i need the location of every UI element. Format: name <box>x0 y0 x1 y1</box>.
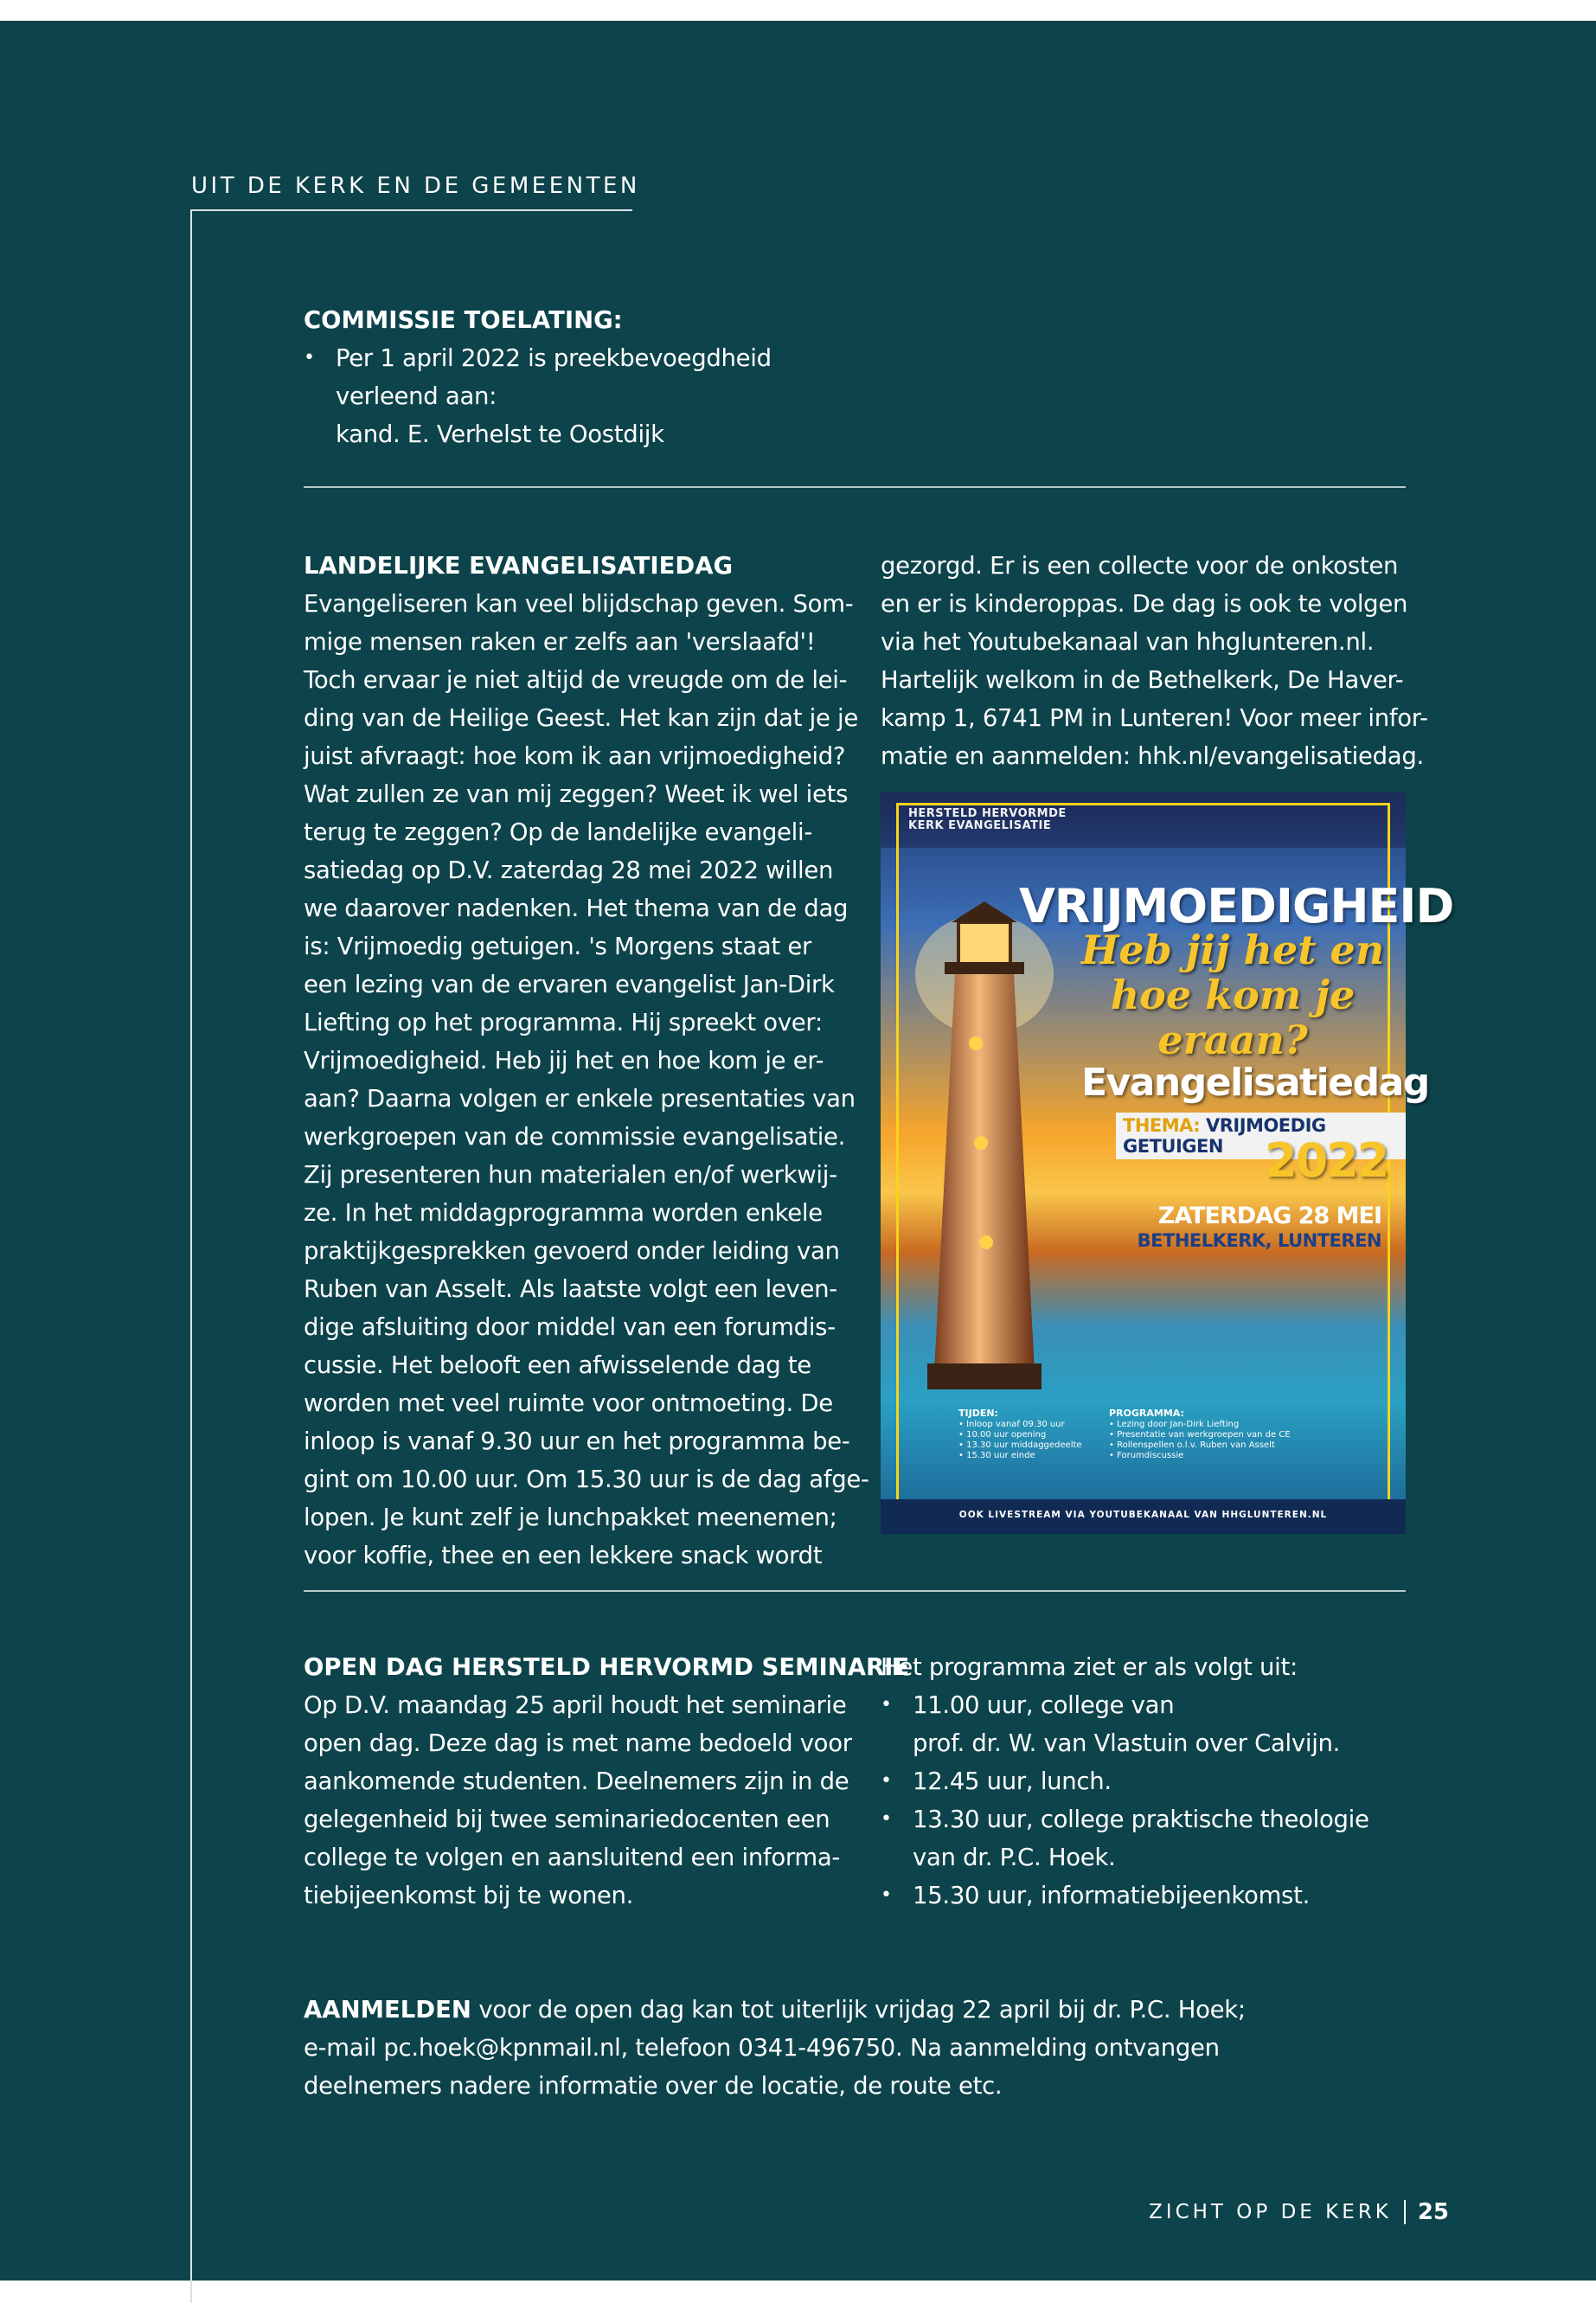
poster-org: HERSTELD HERVORMDE KERK EVANGELISATIE <box>908 807 1067 832</box>
section-label: UIT DE KERK EN DE GEMEENTEN <box>191 173 640 199</box>
evangelisatiedag-poster <box>881 792 1454 1534</box>
body-line: Ruben van Asselt. Als laatste volgt een leven- <box>304 1275 837 1303</box>
body-line: tiebijeenkomst bij te wonen. <box>304 1882 634 1909</box>
seminarie-heading: OPEN DAG HERSTELD HERVORMD SEMINARIE <box>304 1653 910 1681</box>
body-line: Toch ervaar je niet altijd de vreugde om de lei- <box>304 666 848 694</box>
bullet-icon: • <box>881 1770 892 1792</box>
seminarie-body <box>304 1686 857 1915</box>
body-line: we daarover nadenken. Het thema van de dag <box>304 895 849 922</box>
evangelisatie-col-2 <box>881 547 1428 775</box>
divider-1 <box>304 486 1406 488</box>
evangelisatie-body-2 <box>881 547 1428 775</box>
body-line: praktijkgesprekken gevoerd onder leiding van <box>304 1237 840 1265</box>
seminarie-col-1 <box>304 1648 910 1915</box>
body-line: voor koffie, thee en een lekkere snack wordt <box>304 1542 823 1569</box>
body-line: Vrijmoedigheid. Heb jij het en hoe kom je er- <box>304 1047 824 1075</box>
body-line: ding van de Heilige Geest. Het kan zijn dat je je <box>304 704 858 732</box>
program-item-line: 13.30 uur, college praktische theologie <box>913 1806 1369 1833</box>
poster-year: 2022 <box>1265 1133 1388 1188</box>
body-line: gint om 10.00 uur. Om 15.30 uur is de dag afge- <box>304 1466 869 1493</box>
commissie-list <box>304 339 909 453</box>
body-line: dige afsluiting door middel van een forumdis- <box>304 1313 836 1341</box>
poster-times: TIJDEN: • Inloop vanaf 09.30 uur • 10.00 uur opening • 13.30 uur middaggedeelte • 15.30 uur einde <box>958 1408 1082 1460</box>
body-line: werkgroepen van de commissie evangelisatie. <box>304 1123 846 1151</box>
evangelisatie-col-1 <box>304 547 869 1575</box>
poster-date: ZATERDAG 28 MEI <box>1157 1203 1381 1229</box>
body-line: open dag. Deze dag is met name bedoeld voor <box>304 1729 852 1757</box>
bullet-icon: • <box>881 1808 892 1830</box>
body-line: is: Vrijmoedig getuigen. 's Morgens staat er <box>304 933 811 960</box>
body-line: cussie. Het belooft een afwisselende dag te <box>304 1351 811 1379</box>
commissie-heading: COMMISSIE TOELATING: <box>304 306 623 334</box>
program-item-line: 12.45 uur, lunch. <box>913 1767 1112 1795</box>
bullet-icon: • <box>881 1694 892 1716</box>
poster-venue: BETHELKERK, LUNTEREN <box>1137 1230 1381 1251</box>
commissie-item <box>304 339 909 453</box>
bullet-icon: • <box>304 347 315 369</box>
body-line: satiedag op D.V. zaterdag 28 mei 2022 willen <box>304 856 834 884</box>
poster-theme: THEMA: VRIJMOEDIG GETUIGEN <box>1116 1113 1406 1159</box>
body-line: ze. In het middagprogramma worden enkele <box>304 1199 823 1227</box>
aanmelden-section <box>304 1991 1428 2105</box>
poster-footer: OOK LIVESTREAM VIA YOUTUBEKANAAL VAN HHGLUNTEREN.NL <box>881 1499 1406 1534</box>
evangelisatie-body-1 <box>304 585 869 1575</box>
body-line: juist afvraagt: hoe kom ik aan vrijmoedigheid? <box>304 742 846 770</box>
program-item-line: van dr. P.C. Hoek. <box>913 1844 1116 1871</box>
page-footer <box>1149 2199 1449 2225</box>
body-line: Zij presenteren hun materialen en/of werkwij- <box>304 1161 837 1189</box>
lighthouse-illustration <box>907 905 1071 1389</box>
section-label-rule <box>191 209 632 211</box>
footer-separator <box>1404 2200 1406 2224</box>
seminarie-program-intro: Het programma ziet er als volgt uit: <box>881 1653 1298 1681</box>
aanmelden-line-3: deelnemers nadere informatie over de locatie, de route etc. <box>304 2072 1003 2100</box>
page-number: 25 <box>1417 2199 1449 2225</box>
program-item <box>881 1762 1417 1800</box>
body-line: lopen. Je kunt zelf je lunchpakket meenemen; <box>304 1504 837 1531</box>
body-line: worden met veel ruimte voor ontmoeting. De <box>304 1389 833 1417</box>
seminarie-program-list <box>881 1686 1417 1915</box>
seminarie-col-2 <box>881 1648 1417 1915</box>
aanmelden-lead: AANMELDEN <box>304 1996 471 2024</box>
body-line: Evangeliseren kan veel blijdschap geven. Som- <box>304 590 854 618</box>
program-item-line: 11.00 uur, college van <box>913 1691 1175 1719</box>
program-item <box>881 1876 1417 1915</box>
poster-title: VRIJMOEDIGHEID <box>1019 879 1454 933</box>
body-line: kamp 1, 6741 PM in Lunteren! Voor meer infor- <box>881 704 1428 732</box>
aanmelden-line-2: e-mail pc.hoek@kpnmail.nl, telefoon 0341-496750. Na aanmelding ontvangen <box>304 2034 1220 2062</box>
commissie-section <box>304 301 909 453</box>
body-line: aankomende studenten. Deelnemers zijn in de <box>304 1767 849 1795</box>
body-line: Op D.V. maandag 25 april houdt het seminarie <box>304 1691 847 1719</box>
bullet-icon: • <box>881 1884 892 1906</box>
commissie-item-line: kand. E. Verhelst te Oostdijk <box>336 420 664 448</box>
magazine-name: ZICHT OP DE KERK <box>1149 2201 1392 2223</box>
body-line: via het Youtubekanaal van hhglunteren.nl. <box>881 628 1375 656</box>
body-line: Liefting op het programma. Hij spreekt over: <box>304 1009 823 1036</box>
poster-program: PROGRAMMA: • Lezing door Jan-Dirk Liefting • Presentatie van werkgroepen van de CE • Rollenspellen o.l.v. Ruben van Asselt • Forumdiscussie <box>1109 1408 1291 1460</box>
program-item <box>881 1686 1417 1762</box>
body-line: college te volgen en aansluitend een informa- <box>304 1844 841 1871</box>
body-line: een lezing van de ervaren evangelist Jan-Dirk <box>304 971 835 998</box>
evangelisatie-heading: LANDELIJKE EVANGELISATIEDAG <box>304 552 734 580</box>
body-line: en er is kinderoppas. De dag is ook te volgen <box>881 590 1408 618</box>
body-line: Wat zullen ze van mij zeggen? Weet ik wel iets <box>304 780 849 808</box>
body-line: terug te zeggen? Op de landelijke evangeli- <box>304 818 812 846</box>
commissie-item-line: Per 1 april 2022 is preekbevoegdheid <box>336 344 772 372</box>
program-item <box>881 1800 1417 1876</box>
aanmelden-line-1: voor de open dag kan tot uiterlijk vrijdag 22 april bij dr. P.C. Hoek; <box>471 1996 1246 2024</box>
divider-2 <box>304 1590 1406 1592</box>
body-line: aan? Daarna volgen er enkele presentaties van <box>304 1085 856 1113</box>
body-line: gezorgd. Er is een collecte voor de onkosten <box>881 552 1399 580</box>
program-item-line: prof. dr. W. van Vlastuin over Calvijn. <box>913 1729 1341 1757</box>
body-line: inloop is vanaf 9.30 uur en het programma be- <box>304 1427 850 1455</box>
commissie-item-line: verleend aan: <box>336 382 497 410</box>
body-line: gelegenheid bij twee seminariedocenten een <box>304 1806 830 1833</box>
poster-info <box>958 1408 1391 1483</box>
poster-event: Evangelisatiedag <box>1081 1061 1429 1105</box>
margin-rule <box>190 209 192 2303</box>
body-line: mige mensen raken er zelfs aan 'verslaafd'! <box>304 628 816 656</box>
body-line: matie en aanmelden: hhk.nl/evangelisatiedag. <box>881 742 1424 770</box>
magazine-page <box>0 21 1596 2281</box>
program-item-line: 15.30 uur, informatiebijeenkomst. <box>913 1882 1311 1909</box>
body-line: Hartelijk welkom in de Bethelkerk, De Haver- <box>881 666 1404 694</box>
poster-subtitle: Heb jij het en hoe kom je eraan? <box>1080 927 1385 1063</box>
